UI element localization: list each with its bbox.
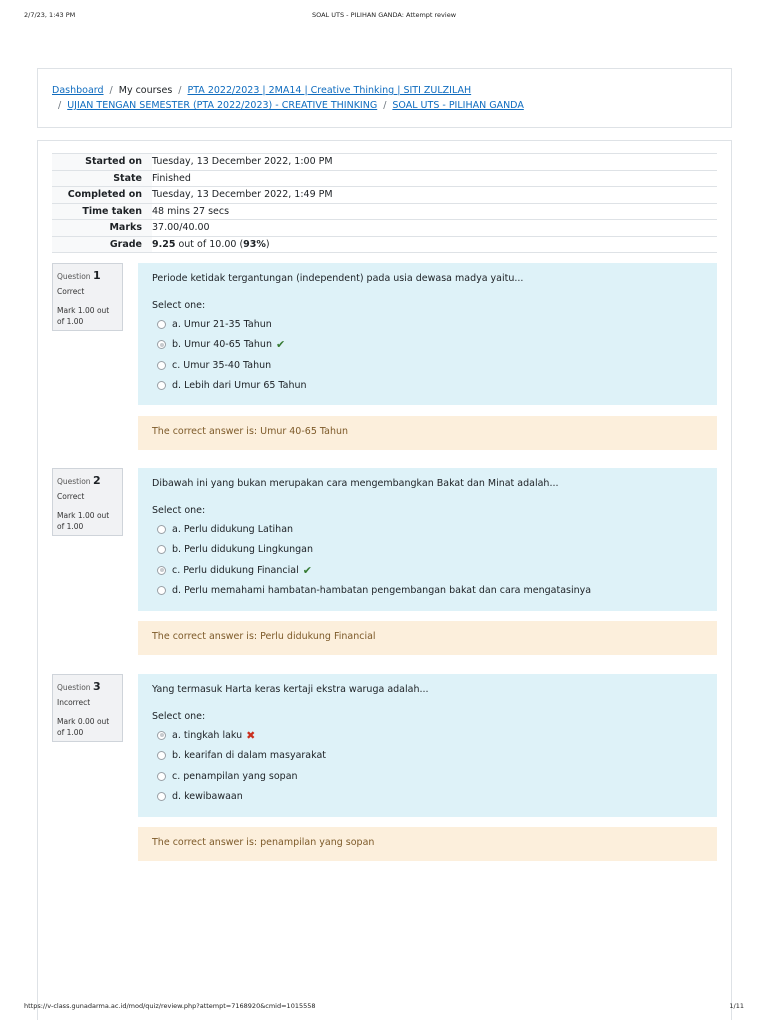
answer-option[interactable] <box>152 355 703 376</box>
answer-label: c. penampilan yang sopan <box>172 770 298 782</box>
summary-value: Finished <box>152 172 191 184</box>
question-mark: Mark 1.00 out of 1.00 <box>57 306 110 326</box>
grade-score: 9.25 <box>152 238 176 250</box>
radio-button[interactable] <box>157 361 166 370</box>
radio-button[interactable] <box>157 525 166 534</box>
summary-row-grade <box>52 236 717 253</box>
question-state: Correct <box>57 492 85 501</box>
answer-label: b. Umur 40-65 Tahun <box>172 339 272 351</box>
check-icon: ✔ <box>302 563 312 577</box>
correct-answer-feedback: The correct answer is: Perlu didukung Financial <box>138 621 717 655</box>
summary-label: State <box>52 170 152 187</box>
question-label: Question <box>57 683 91 692</box>
grade-close: ) <box>265 238 270 250</box>
answer-option[interactable] <box>152 746 703 767</box>
answer-option-selected[interactable] <box>152 725 703 746</box>
summary-value <box>152 236 717 253</box>
summary-label: Marks <box>52 220 152 237</box>
summary-label: Time taken <box>52 203 152 220</box>
question-number <box>57 474 118 487</box>
question-text: Periode ketidak tergantungan (independent) pada usia dewasa madya yaitu... <box>152 273 524 284</box>
question-label: Question <box>57 477 91 486</box>
answer-option[interactable] <box>152 766 703 787</box>
breadcrumb-separator: / <box>58 100 62 111</box>
print-url: https://v-class.gunadarma.ac.id/mod/quiz/review.php?attempt=7168920&cmid=1015558 <box>24 1002 316 1010</box>
breadcrumb-separator: / <box>109 85 113 96</box>
breadcrumb-section-link[interactable]: UJIAN TENGAN SEMESTER (PTA 2022/2023) - CREATIVE THINKING <box>67 100 378 111</box>
question-3-content <box>138 674 717 817</box>
summary-row-marks <box>52 220 717 237</box>
grade-out-of: out of 10.00 ( <box>175 238 244 250</box>
radio-button[interactable] <box>157 586 166 595</box>
select-one-prompt: Select one: <box>152 505 206 516</box>
answer-option[interactable] <box>152 376 703 397</box>
print-date: 2/7/23, 1:43 PM <box>24 11 76 19</box>
radio-button[interactable] <box>157 772 166 781</box>
radio-button-checked[interactable] <box>157 340 166 349</box>
summary-value: Tuesday, 13 December 2022, 1:00 PM <box>152 156 333 168</box>
question-mark: Mark 1.00 out of 1.00 <box>57 511 110 531</box>
question-text: Yang termasuk Harta keras kertaji ekstra waruga adalah... <box>152 684 429 695</box>
summary-value: Tuesday, 13 December 2022, 1:49 PM <box>152 189 333 201</box>
radio-button[interactable] <box>157 320 166 329</box>
question-number-value: 2 <box>92 474 101 487</box>
radio-button[interactable] <box>157 381 166 390</box>
question-1-info <box>52 263 123 331</box>
answer-label: a. Umur 21-35 Tahun <box>172 318 272 330</box>
question-number-value: 3 <box>92 680 101 693</box>
breadcrumb <box>37 68 732 128</box>
answer-label: d. Lebih dari Umur 65 Tahun <box>172 380 307 392</box>
select-one-prompt: Select one: <box>152 300 206 311</box>
summary-label: Grade <box>52 236 152 253</box>
summary-row-time <box>52 203 717 220</box>
radio-button[interactable] <box>157 545 166 554</box>
answer-option[interactable] <box>152 787 703 808</box>
attempt-summary-table <box>52 153 717 253</box>
breadcrumb-dashboard-link[interactable]: Dashboard <box>52 85 104 96</box>
correct-answer-feedback: The correct answer is: penampilan yang sopan <box>138 827 717 861</box>
answer-label: c. Perlu didukung Financial <box>172 564 299 576</box>
question-state: Incorrect <box>57 698 91 707</box>
breadcrumb-separator: / <box>178 85 182 96</box>
question-mark: Mark 0.00 out of 1.00 <box>57 717 110 737</box>
answer-option[interactable] <box>152 540 703 561</box>
radio-button-checked[interactable] <box>157 566 166 575</box>
question-text: Dibawah ini yang bukan merupakan cara mengembangkan Bakat dan Minat adalah... <box>152 478 559 489</box>
summary-value: 48 mins 27 secs <box>152 205 230 217</box>
summary-row-state <box>52 170 717 187</box>
select-one-prompt: Select one: <box>152 711 206 722</box>
radio-button-checked[interactable] <box>157 731 166 740</box>
answer-label: a. tingkah laku <box>172 729 243 741</box>
answer-label: d. kewibawaan <box>172 791 243 803</box>
answer-label: b. kearifan di dalam masyarakat <box>172 750 327 762</box>
summary-label: Started on <box>52 154 152 171</box>
breadcrumb-course-link[interactable]: PTA 2022/2023 | 2MA14 | Creative Thinking | SITI ZULZILAH <box>187 85 472 96</box>
answer-label: a. Perlu didukung Latihan <box>172 523 294 535</box>
question-3-info <box>52 674 123 742</box>
correct-answer-feedback: The correct answer is: Umur 40-65 Tahun <box>138 416 717 450</box>
question-number-value: 1 <box>92 269 101 282</box>
answer-label: c. Umur 35-40 Tahun <box>172 359 272 371</box>
summary-row-started <box>52 154 717 171</box>
summary-row-completed <box>52 187 717 204</box>
question-1-content <box>138 263 717 405</box>
breadcrumb-separator: / <box>383 100 387 111</box>
question-number <box>57 680 118 693</box>
radio-button[interactable] <box>157 792 166 801</box>
breadcrumb-quiz-link[interactable]: SOAL UTS - PILIHAN GANDA <box>392 100 524 111</box>
answer-option[interactable] <box>152 314 703 335</box>
question-label: Question <box>57 272 91 281</box>
answer-option[interactable] <box>152 519 703 540</box>
answer-label: b. Perlu didukung Lingkungan <box>172 544 314 556</box>
breadcrumb-my-courses: My courses <box>118 85 173 96</box>
answer-option-selected[interactable] <box>152 335 703 356</box>
cross-icon: ✖ <box>246 728 256 742</box>
print-header <box>0 11 768 21</box>
summary-value: 37.00/40.00 <box>152 222 210 234</box>
answer-option[interactable] <box>152 581 703 602</box>
check-icon: ✔ <box>275 338 286 352</box>
question-2-content <box>138 468 717 611</box>
answer-option-selected[interactable] <box>152 560 703 581</box>
summary-label: Completed on <box>52 187 152 204</box>
answer-label: d. Perlu memahami hambatan-hambatan pengembangan bakat dan cara mengatasinya <box>172 585 592 597</box>
grade-percent: 93% <box>243 238 266 250</box>
print-page-number: 1/11 <box>729 1002 744 1010</box>
print-title: SOAL UTS - PILIHAN GANDA: Attempt review <box>311 11 457 19</box>
question-number <box>57 269 118 282</box>
radio-button[interactable] <box>157 751 166 760</box>
question-2-info <box>52 468 123 536</box>
print-footer <box>0 1002 768 1012</box>
question-state: Correct <box>57 287 85 296</box>
